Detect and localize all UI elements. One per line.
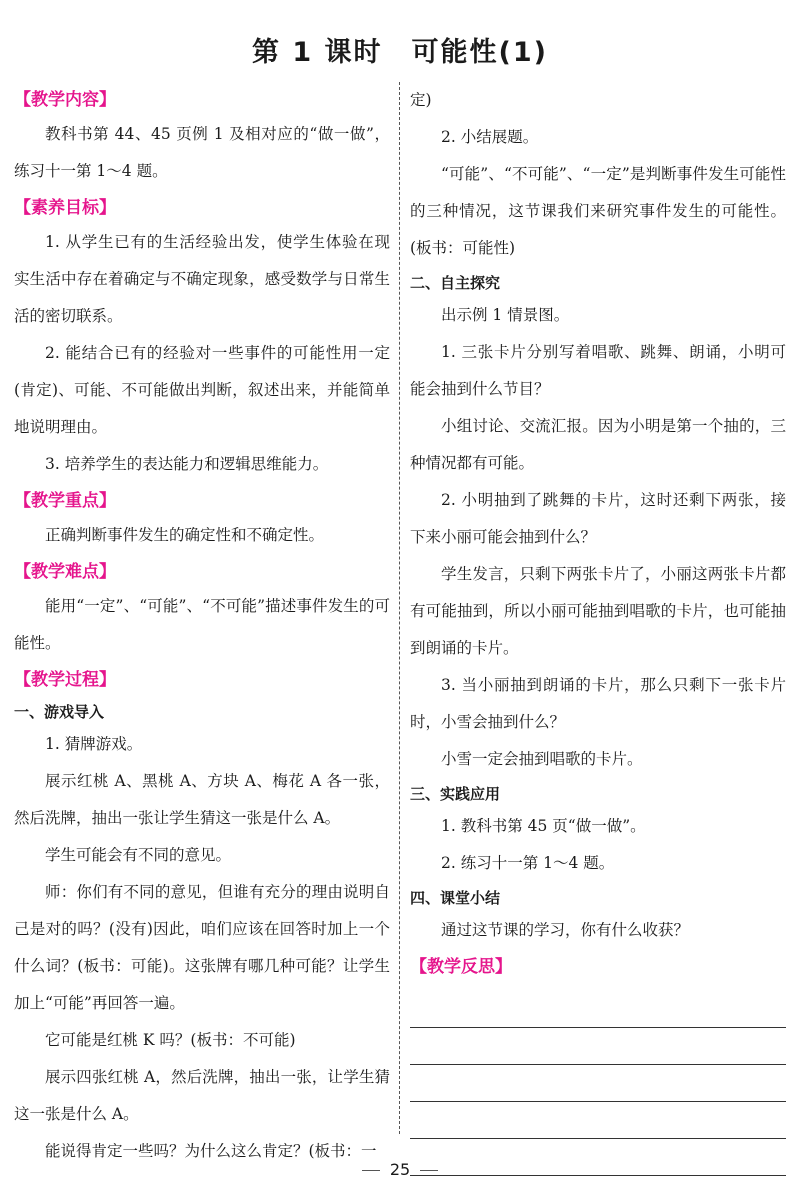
reflection-lines[interactable]	[410, 991, 786, 1176]
heading-difficulties: 【教学难点】	[14, 562, 116, 582]
page-number-value: 25	[389, 1160, 411, 1179]
paragraph: 教科书第 44、45 页例 1 及相对应的“做一做”，练习十一第 1～4 题。	[14, 125, 390, 180]
section-summary: 四、课堂小结	[410, 889, 501, 907]
heading-teaching-content: 【教学内容】	[14, 90, 116, 110]
section-game-intro: 一、游戏导入	[14, 703, 105, 721]
paragraph: 2. 小明抽到了跳舞的卡片，这时还剩下两张，接下来小丽可能会抽到什么？	[410, 491, 786, 546]
paragraph: 1. 从学生已有的生活经验出发，使学生体验在现实生活中存在着确定与不确定现象，感受数学与日常生活的密切联系。	[14, 233, 390, 325]
heading-teaching-process: 【教学过程】	[14, 670, 116, 690]
section-practice: 三、实践应用	[410, 785, 501, 803]
paragraph: 2. 练习十一第 1～4 题。	[441, 854, 615, 872]
heading-reflection: 【教学反思】	[410, 957, 512, 977]
paragraph: 1. 猜牌游戏。	[45, 735, 143, 753]
paragraph: 小组讨论、交流汇报。因为小明是第一个抽的，三种情况都有可能。	[410, 417, 786, 472]
paragraph: 出示例 1 情景图。	[441, 306, 570, 324]
paragraph: 2. 小结展题。	[441, 128, 539, 146]
heading-literacy-goals: 【素养目标】	[14, 198, 116, 218]
writing-line[interactable]	[410, 991, 786, 1028]
paragraph: 2. 能结合已有的经验对一些事件的可能性用一定(肯定)、可能、不可能做出判断，叙述出来，并能简单地说明理由。	[14, 344, 390, 436]
right-column	[410, 82, 786, 1176]
writing-line[interactable]	[410, 1065, 786, 1102]
paragraph: 它可能是红桃 K 吗？(板书：不可能)	[45, 1031, 296, 1049]
writing-line[interactable]	[410, 1102, 786, 1139]
paragraph: 能说得肯定一些吗？为什么这么肯定？(板书：一	[45, 1142, 377, 1160]
page-number	[0, 1160, 800, 1179]
heading-key-points: 【教学重点】	[14, 491, 116, 511]
paragraph: 师：你们有不同的意见，但谁有充分的理由说明自己是对的吗？(没有)因此，咱们应该在回答时加上一个什么词？(板书：可能)。这张牌有哪几种可能？让学生加上“可能”再回答一遍。	[14, 883, 390, 1012]
paragraph: 展示四张红桃 A，然后洗牌，抽出一张，让学生猜这一张是什么 A。	[14, 1068, 390, 1123]
paragraph: 学生可能会有不同的意见。	[45, 846, 232, 864]
writing-line[interactable]	[410, 1028, 786, 1065]
paragraph: 1. 教科书第 45 页“做一做”。	[441, 817, 646, 835]
column-divider	[399, 82, 400, 1134]
paragraph: 展示红桃 A、黑桃 A、方块 A、梅花 A 各一张，然后洗牌，抽出一张让学生猜这一张是什么 A。	[14, 772, 390, 827]
page-title: 第 1 课时 可能性(1)	[251, 37, 549, 68]
paragraph: 3. 培养学生的表达能力和逻辑思维能力。	[45, 455, 329, 473]
paragraph: 1. 三张卡片分别写着唱歌、跳舞、朗诵，小明可能会抽到什么节目？	[410, 343, 786, 398]
dash-icon	[362, 1170, 380, 1171]
paragraph: 3. 当小丽抽到朗诵的卡片，那么只剩下一张卡片时，小雪会抽到什么？	[410, 676, 786, 731]
section-self-exploration: 二、自主探究	[410, 274, 501, 292]
paragraph: 定)	[410, 91, 432, 109]
paragraph: 正确判断事件发生的确定性和不确定性。	[45, 526, 325, 544]
paragraph: 通过这节课的学习，你有什么收获？	[441, 921, 690, 939]
paragraph: 能用“一定”、“可能”、“不可能”描述事件发生的可能性。	[14, 597, 390, 652]
paragraph: 小雪一定会抽到唱歌的卡片。	[441, 750, 643, 768]
dash-icon	[420, 1170, 438, 1171]
paragraph: “可能”、“不可能”、“一定”是判断事件发生可能性的三种情况，这节课我们来研究事件发生的可能性。(板书：可能性)	[410, 165, 786, 257]
left-column	[14, 82, 390, 1170]
paragraph: 学生发言，只剩下两张卡片了，小丽这两张卡片都有可能抽到，所以小丽可能抽到唱歌的卡片，也可能抽到朗诵的卡片。	[410, 565, 786, 657]
